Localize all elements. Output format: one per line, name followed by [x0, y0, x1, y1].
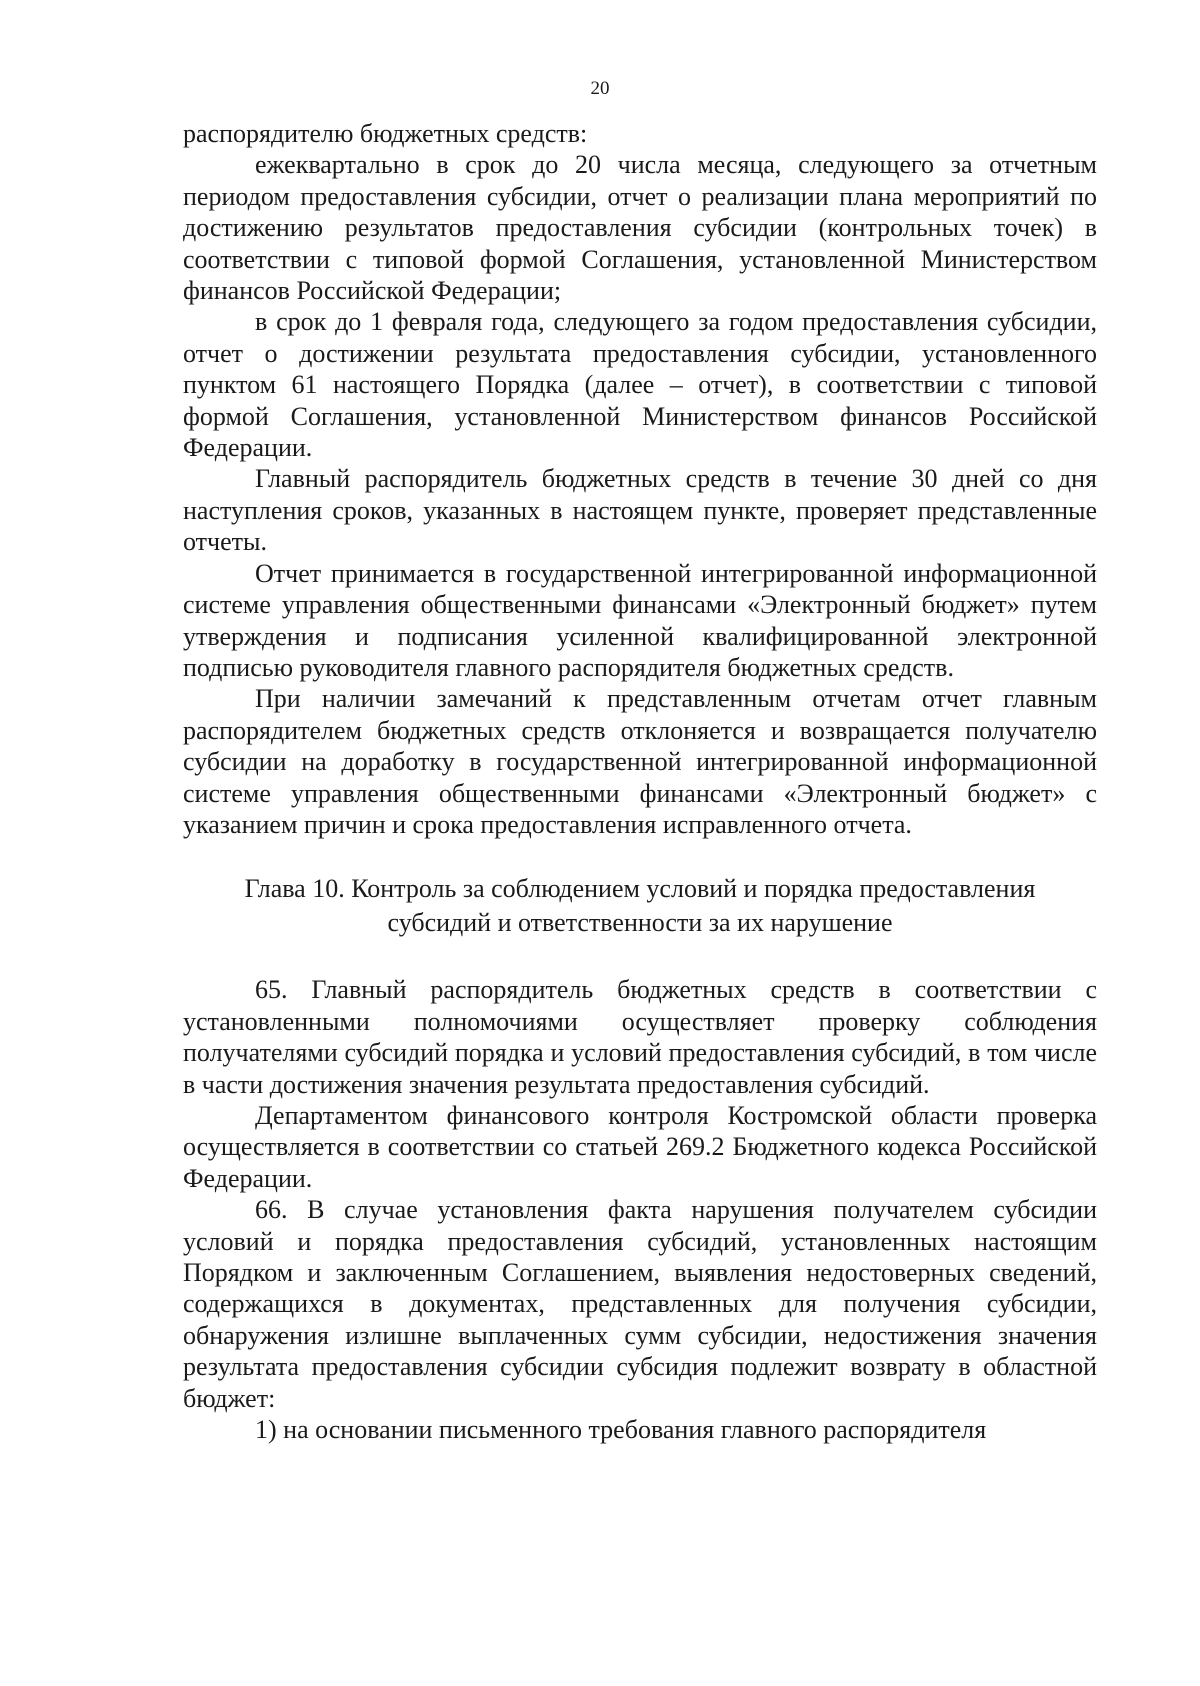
page-number: 20	[590, 78, 610, 99]
paragraph-report-rejection: При наличии замечаний к представленным отчетам отчет главным распорядителем бюджетных средств отклоняется и возвращается получателю субсидии на доработку в государственной интегрированной информационной системе управления общественными финансами «Электронный бюджет» с указанием причин и срока предоставления исправленного отчета.	[183, 684, 1097, 839]
paragraph-report-acceptance: Отчет принимается в государственной интегрированной информационной системе управления общественными финансами «Электронный бюджет» путем утверждения и подписания усиленной квалифицированной электронной подписью руководителя главного распорядителя бюджетных средств.	[183, 558, 1097, 682]
paragraph-financial-control: Департаментом финансового контроля Костромской области проверка осуществляется в соответствии со статьей 269.2 Бюджетного кодекса Российской Федерации.	[183, 1100, 1097, 1193]
chapter-heading: Глава 10. Контроль за соблюдением условий и порядка предоставления субсидий и ответственности за их нарушение	[244, 874, 1036, 938]
paragraph-item-66: 66. В случае установления факта нарушения получателем субсидии условий и порядка предоставления субсидий, установленных настоящим Порядком и заключенным Соглашением, выявления недостоверных сведений, содержащихся в документах, представленных для получения субсидии, обнаружения излишне выплаченных сумм субсидии, недостижения значения результата предоставления субсидии субсидия подлежит возврату в областной бюджет:	[183, 1195, 1097, 1413]
document-body	[183, 118, 1097, 1445]
paragraph-item-65: 65. Главный распорядитель бюджетных средств в соответствии с установленными полномочиями осуществляет проверку соблюдения получателями субсидий порядка и условий предоставления субсидий, в том числе в части достижения значения результата предоставления субсидий.	[183, 975, 1097, 1099]
paragraph-report-review: Главный распорядитель бюджетных средств в течение 30 дней со дня наступления сроков, указанных в настоящем пункте, проверяет представленные отчеты.	[183, 464, 1097, 557]
paragraph-continuation: распорядителю бюджетных средств:	[183, 119, 588, 148]
paragraph-subitem-1: 1) на основании письменного требования главного распорядителя	[255, 1415, 987, 1445]
paragraph-annual-report: в срок до 1 февраля года, следующего за годом предоставления субсидии, отчет о достижении результата предоставления субсидии, установленного пунктом 61 настоящего Порядка (далее – отчет), в соответствии с типовой формой Соглашения, установленной Министерством финансов Российской Федерации.	[183, 307, 1097, 463]
paragraph-quarterly-report: ежеквартально в срок до 20 числа месяца, следующего за отчетным периодом предоставления субсидии, отчет о реализации плана мероприятий по достижению результатов предоставления субсидии (контрольных точек) в соответствии с типовой формой Соглашения, установленной Министерством финансов Российской Федерации;	[183, 150, 1097, 306]
